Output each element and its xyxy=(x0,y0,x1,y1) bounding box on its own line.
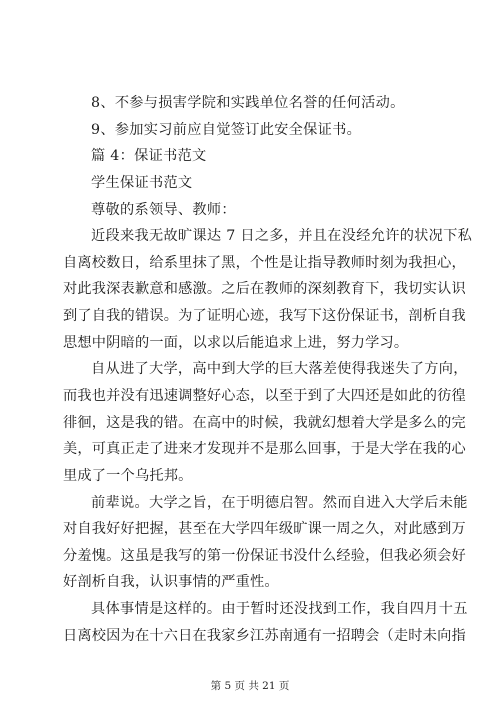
text-line: 9、参加实习前应自觉签订此安全保证书。 xyxy=(91,122,362,138)
text-line: 对自我好好把握，甚至在大学四年级旷课一周之久，对此感到万 xyxy=(63,521,466,537)
text-line: 自从进了大学，高中到大学的巨大落差使得我迷失了方向， xyxy=(91,361,468,377)
text-line: 美，可真正走了进来才发现并不是那么回事，于是大学在我的心 xyxy=(63,441,466,457)
document-title: 学生保证书范文 xyxy=(91,175,193,191)
text-line: 日离校因为在十六日在我家乡江苏南通有一招聘会（走时未向指 xyxy=(63,628,466,644)
text-line: 里成了一个乌托邦。 xyxy=(63,468,193,484)
text-line: 分羞愧。这虽是我写的第一份保证书没什么经验，但我必须会好 xyxy=(63,548,466,564)
section-heading: 篇 4：保证书范文 xyxy=(91,148,207,164)
text-line: 对此我深表歉意和感激。之后在教师的深刻教育下，我切实认识 xyxy=(63,281,466,297)
text-line: 8、不参与损害学院和实践单位名誉的任何活动。 xyxy=(91,95,405,111)
text-line: 到了自我的错误。为了证明心迹，我写下这份保证书，剖析自我 xyxy=(63,308,466,324)
text-line: 好剖析自我，认识事情的严重性。 xyxy=(63,574,279,590)
text-line: 具体事情是这样的。由于暂时还没找到工作，我自四月十五 xyxy=(91,601,468,617)
page-number-footer: 第 5 页 共 21 页 xyxy=(210,680,290,692)
text-line: 前辈说。大学之旨，在于明德启智。然而自进入大学后未能 xyxy=(91,495,468,511)
text-line: 思想中阴暗的一面，以求以后能追求上进，努力学习。 xyxy=(63,335,409,351)
text-line: 自离校数日，给系里抹了黑，个性是让指导教师时刻为我担心， xyxy=(63,255,466,271)
text-line: 徘徊，这是我的错。在高中的时候，我就幻想着大学是多么的完 xyxy=(63,415,466,431)
text-line: 而我也并没有迅速调整好心态，以至于到了大四还是如此的彷徨 xyxy=(63,388,466,404)
text-line: 近段来我无故旷课达 7 日之多，并且在没经允许的状况下私 xyxy=(91,228,473,244)
salutation: 尊敬的系领导、教师： xyxy=(91,202,236,218)
